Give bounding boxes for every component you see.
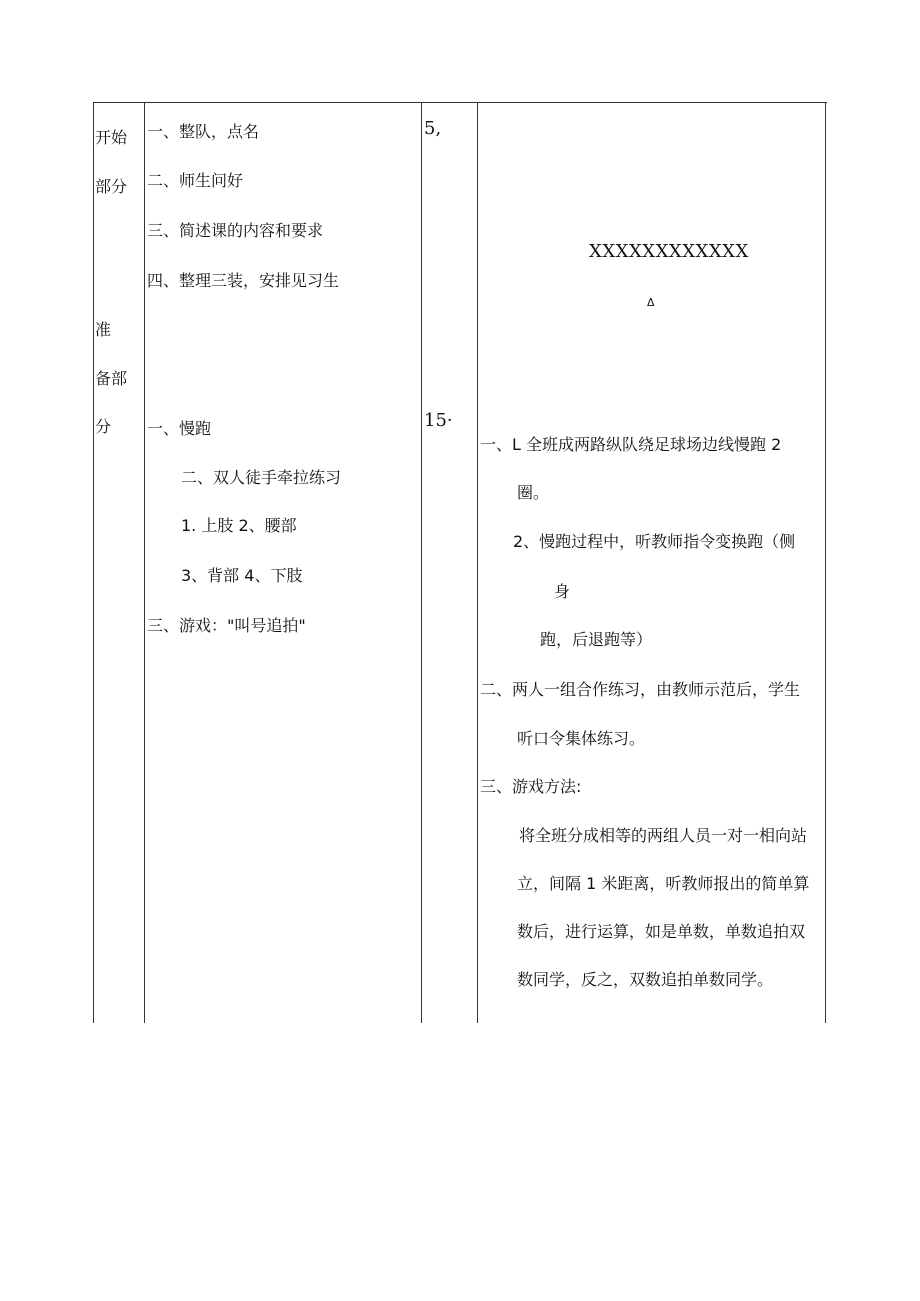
table-right-border	[825, 102, 826, 1023]
organization-line: 身	[554, 582, 571, 601]
organization-line: 将全班分成相等的两组人员一对一相向站	[519, 826, 808, 845]
column-divider-3	[477, 102, 478, 1023]
section-label-kaishi: 开始	[95, 128, 128, 147]
section-label-zhun: 准	[95, 320, 112, 339]
organization-line: 2、慢跑过程中，听教师指令变换跑（侧	[513, 532, 796, 551]
teacher-mark: Δ	[647, 296, 655, 309]
table-top-border	[93, 102, 827, 103]
section-label-fen: 分	[95, 417, 112, 436]
column-divider-2	[421, 102, 422, 1023]
content-line: 一、慢跑	[147, 419, 212, 438]
column-divider-1	[144, 102, 145, 1023]
organization-line: 二、两人一组合作练习，由教师示范后，学生	[480, 680, 801, 699]
content-line: 三、游戏："叫号追拍"	[147, 616, 306, 635]
organization-line: 听口令集体练习。	[517, 729, 646, 748]
organization-line: 跑，后退跑等）	[540, 630, 653, 649]
section-label-beibu: 备部	[95, 369, 128, 388]
content-line: 三、简述课的内容和要求	[147, 221, 324, 240]
content-line: 3、背部 4、下肢	[181, 566, 303, 585]
organization-line: 数同学，反之，双数追拍单数同学。	[517, 970, 774, 989]
section-label-bufen: 部分	[95, 177, 128, 196]
content-line: 二、双人徒手牵拉练习	[181, 468, 342, 487]
content-line: 1. 上肢 2、腰部	[181, 516, 297, 535]
content-line: 四、整理三装，安排见习生	[147, 271, 340, 290]
organization-line: 数后，进行运算，如是单数，单数追拍双	[517, 922, 806, 941]
organization-line: 圈。	[517, 483, 550, 502]
organization-line: 一、L 全班成两路纵队绕足球场边线慢跑 2	[480, 435, 782, 454]
formation-row: XXXXXXXXXXXX	[589, 241, 749, 262]
organization-line: 立，间隔 1 米距离，听教师报出的简单算	[517, 874, 810, 893]
organization-line: 三、游戏方法:	[480, 777, 582, 796]
content-line: 二、师生问好	[147, 171, 244, 190]
time-value: 15·	[424, 410, 453, 431]
time-value: 5,	[424, 118, 442, 139]
content-line: 一、整队，点名	[147, 122, 260, 141]
table-left-border	[93, 102, 94, 1023]
